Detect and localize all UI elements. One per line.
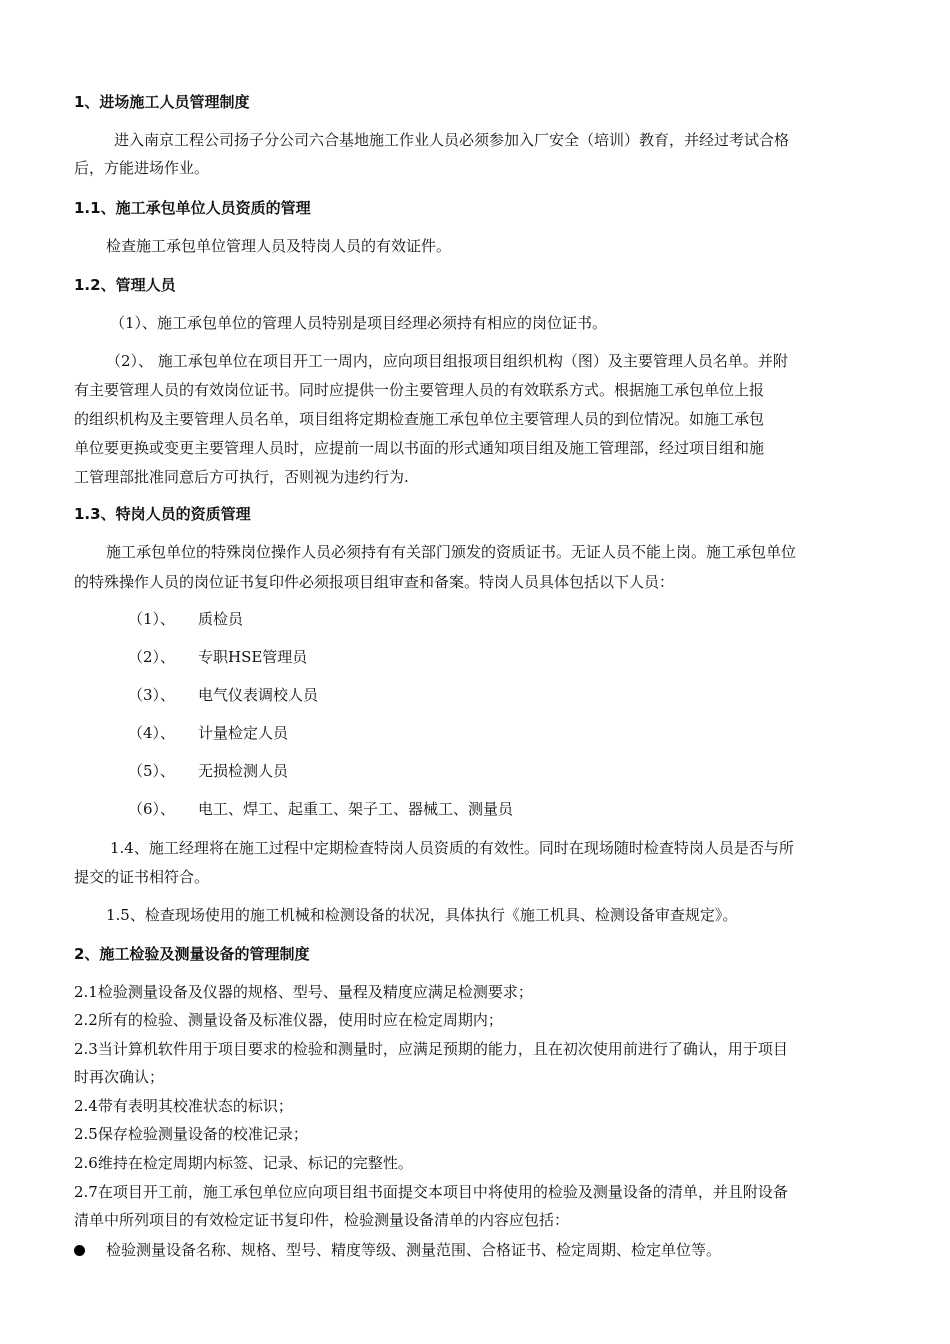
section-1-2-item-2-line: 有主要管理人员的有效岗位证书。同时应提供一份主要管理人员的有效联系方式。根据施工承包单位上报 bbox=[74, 381, 765, 399]
section-1-2-item-1: （1）、施工承包单位的管理人员特别是项目经理必须持有相应的岗位证书。 bbox=[110, 314, 608, 332]
section-1-2-item-2-line: 的组织机构及主要管理人员名单，项目组将定期检查施工承包单位主要管理人员的到位情况。如施工承包 bbox=[74, 410, 765, 428]
section-2-line: 2.6维持在检定周期内标签、记录、标记的完整性。 bbox=[74, 1154, 413, 1172]
section-2-bullet-text: 检验测量设备名称、规格、型号、精度等级、测量范围、合格证书、检定周期、检定单位等。 bbox=[106, 1241, 722, 1259]
list-item-number: （2）、 bbox=[128, 648, 176, 666]
section-1-para-line: 进入南京工程公司扬子分公司六合基地施工作业人员必须参加入厂安全（培训）教育，并经过考试合格 bbox=[114, 131, 790, 149]
section-1-2-item-2-line: 工管理部批准同意后方可执行，否则视为违约行为. bbox=[74, 468, 409, 486]
list-item-text: 专职HSE管理员 bbox=[198, 648, 308, 666]
section-2-line: 清单中所列项目的有效检定证书复印件，检验测量设备清单的内容应包括： bbox=[74, 1211, 570, 1229]
list-item-text: 电工、焊工、起重工、架子工、器械工、测量员 bbox=[198, 800, 514, 818]
list-item-text: 质检员 bbox=[198, 610, 244, 628]
section-2-line: 2.4带有表明其校准状态的标识； bbox=[74, 1097, 293, 1115]
list-item-number: （5）、 bbox=[128, 762, 176, 780]
section-2-line: 2.7在项目开工前，施工承包单位应向项目组书面提交本项目中将使用的检验及测量设备的清单，并且附设备 bbox=[74, 1183, 788, 1201]
section-1-3-para-line: 的特殊操作人员的岗位证书复印件必须报项目组审查和备案。特岗人员具体包括以下人员： bbox=[74, 573, 675, 591]
section-1-2-item-2-line: 单位要更换或变更主要管理人员时，应提前一周以书面的形式通知项目组及施工管理部，经过项目组和施 bbox=[74, 439, 765, 457]
section-1-2-heading: 1.2、管理人员 bbox=[74, 276, 176, 294]
list-item-number: （6）、 bbox=[128, 800, 176, 818]
list-item-text: 计量检定人员 bbox=[198, 724, 289, 742]
list-item-number: （3）、 bbox=[128, 686, 176, 704]
section-2-line: 2.3当计算机软件用于项目要求的检验和测量时，应满足预期的能力，且在初次使用前进行了确认，用于项目 bbox=[74, 1040, 788, 1058]
section-1-4-para-line: 1.4、施工经理将在施工过程中定期检查特岗人员资质的有效性。同时在现场随时检查特岗人员是否与所 bbox=[110, 839, 794, 857]
list-item-number: （4）、 bbox=[128, 724, 176, 742]
section-1-3-para-line: 施工承包单位的特殊岗位操作人员必须持有有关部门颁发的资质证书。无证人员不能上岗。施工承包单位 bbox=[106, 543, 797, 561]
section-1-3-heading: 1.3、特岗人员的资质管理 bbox=[74, 505, 251, 523]
section-1-5-para: 1.5、检查现场使用的施工机械和检测设备的状况，具体执行《施工机具、检测设备审查规定》。 bbox=[106, 906, 738, 924]
section-2-line: 时再次确认； bbox=[74, 1068, 165, 1086]
section-1-1-para: 检查施工承包单位管理人员及特岗人员的有效证件。 bbox=[106, 237, 452, 255]
section-1-1-heading: 1.1、施工承包单位人员资质的管理 bbox=[74, 199, 311, 217]
list-item-text: 无损检测人员 bbox=[198, 762, 289, 780]
section-1-2-item-2-line: （2）、 施工承包单位在项目开工一周内，应向项目组报项目组织机构（图）及主要管理人员名单。并附 bbox=[106, 352, 788, 370]
list-item-number: （1）、 bbox=[128, 610, 176, 628]
section-1-4-para-line: 提交的证书相符合。 bbox=[74, 868, 210, 886]
section-1-para-line: 后，方能进场作业。 bbox=[74, 159, 210, 177]
section-2-line: 2.2所有的检验、测量设备及标准仪器，使用时应在检定周期内； bbox=[74, 1011, 503, 1029]
section-2-line: 2.1检验测量设备及仪器的规格、型号、量程及精度应满足检测要求； bbox=[74, 983, 533, 1001]
list-item-text: 电气仪表调校人员 bbox=[198, 686, 319, 704]
section-1-heading: 1、进场施工人员管理制度 bbox=[74, 93, 250, 111]
section-2-line: 2.5保存检验测量设备的校准记录； bbox=[74, 1125, 308, 1143]
section-2-heading: 2、施工检验及测量设备的管理制度 bbox=[74, 945, 310, 963]
bullet-dot-icon bbox=[74, 1245, 85, 1256]
